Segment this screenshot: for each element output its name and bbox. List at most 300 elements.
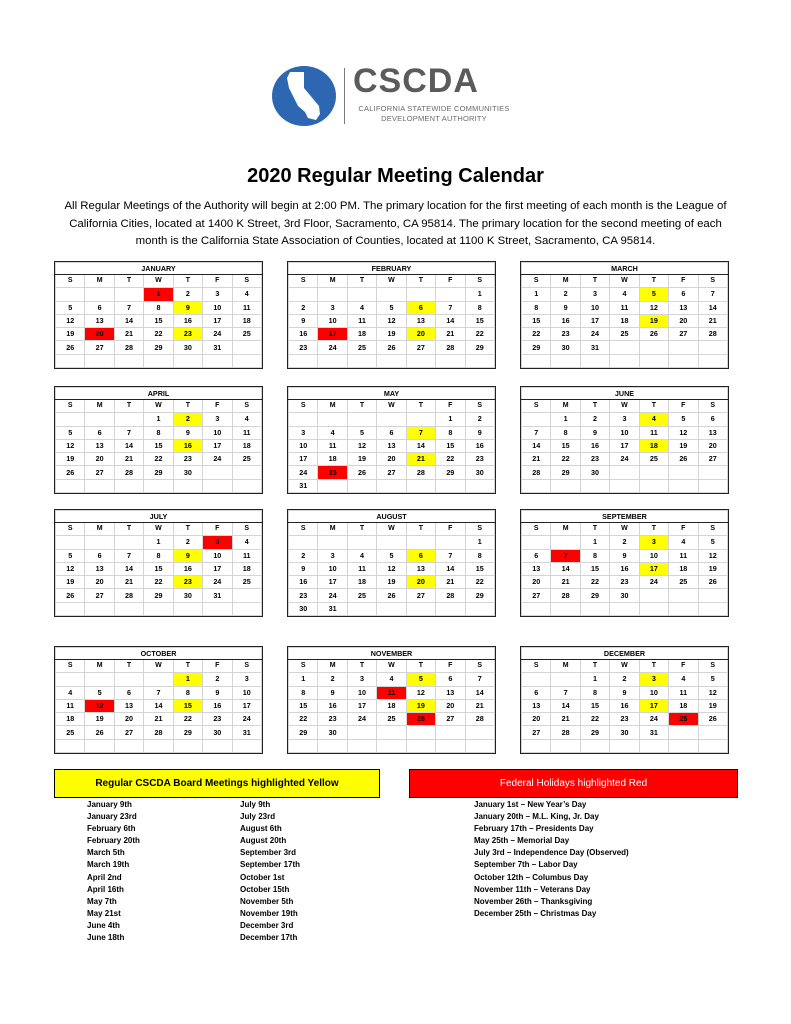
weekday-header: S — [232, 660, 261, 673]
weekday-header: S — [698, 400, 727, 413]
empty-day-cell — [289, 413, 318, 426]
empty-day-cell — [698, 739, 727, 752]
weekday-header: S — [522, 660, 551, 673]
meeting-day-cell: 23 — [173, 328, 202, 341]
meeting-date-item: December 3rd — [240, 920, 294, 930]
empty-day-cell — [406, 602, 435, 615]
day-cell: 6 — [85, 549, 114, 562]
empty-day-cell — [639, 354, 668, 367]
day-cell: 27 — [85, 589, 114, 602]
day-cell: 13 — [406, 314, 435, 327]
empty-day-cell — [639, 466, 668, 479]
day-cell: 22 — [522, 328, 551, 341]
legend-yellow: Regular CSCDA Board Meetings highlighted Yellow — [54, 769, 380, 798]
day-cell: 13 — [522, 562, 551, 575]
weekday-header: M — [85, 275, 114, 288]
weekday-header: T — [580, 523, 609, 536]
weekday-header: F — [669, 400, 698, 413]
empty-day-cell — [610, 479, 639, 492]
day-cell: 29 — [580, 726, 609, 739]
empty-day-cell — [232, 739, 261, 752]
weekday-header: T — [114, 400, 143, 413]
empty-day-cell — [232, 466, 261, 479]
day-cell: 7 — [436, 549, 465, 562]
empty-day-cell — [347, 288, 376, 301]
day-cell: 6 — [436, 673, 465, 686]
day-cell: 27 — [406, 341, 435, 354]
empty-day-cell — [522, 354, 551, 367]
day-cell: 22 — [465, 576, 494, 589]
day-cell: 16 — [610, 562, 639, 575]
meeting-day-cell: 23 — [173, 576, 202, 589]
empty-day-cell — [436, 739, 465, 752]
day-cell: 21 — [522, 453, 551, 466]
day-cell: 18 — [232, 562, 261, 575]
empty-day-cell — [232, 602, 261, 615]
empty-day-cell — [114, 602, 143, 615]
day-cell: 18 — [669, 562, 698, 575]
day-cell: 24 — [318, 341, 347, 354]
day-cell: 17 — [580, 314, 609, 327]
day-cell: 30 — [173, 589, 202, 602]
day-cell: 30 — [289, 602, 318, 615]
day-cell: 3 — [610, 413, 639, 426]
empty-day-cell — [347, 479, 376, 492]
day-cell: 21 — [144, 713, 173, 726]
empty-day-cell — [56, 739, 85, 752]
day-cell: 29 — [551, 466, 580, 479]
weekday-header: F — [436, 275, 465, 288]
empty-day-cell — [56, 354, 85, 367]
day-cell: 19 — [56, 453, 85, 466]
day-cell: 4 — [347, 549, 376, 562]
day-cell: 31 — [639, 726, 668, 739]
empty-day-cell — [406, 536, 435, 549]
weekday-header: T — [173, 400, 202, 413]
empty-day-cell — [318, 479, 347, 492]
empty-day-cell — [85, 602, 114, 615]
day-cell: 27 — [114, 726, 143, 739]
empty-day-cell — [610, 602, 639, 615]
empty-day-cell — [56, 288, 85, 301]
meeting-day-cell: 17 — [639, 562, 668, 575]
day-cell: 24 — [203, 328, 232, 341]
empty-day-cell — [465, 739, 494, 752]
weekday-header: S — [698, 523, 727, 536]
meeting-day-cell: 3 — [639, 536, 668, 549]
day-cell: 10 — [232, 686, 261, 699]
day-cell: 26 — [669, 453, 698, 466]
empty-day-cell — [639, 589, 668, 602]
weekday-header: T — [114, 523, 143, 536]
day-cell: 14 — [551, 699, 580, 712]
day-cell: 23 — [551, 328, 580, 341]
meeting-date-item: March 19th — [87, 860, 130, 870]
empty-day-cell — [114, 739, 143, 752]
day-cell: 21 — [465, 699, 494, 712]
meeting-day-cell: 2 — [173, 413, 202, 426]
day-cell: 11 — [669, 549, 698, 562]
meeting-date-item: October 15th — [240, 884, 290, 894]
weekday-header: M — [85, 523, 114, 536]
day-cell: 8 — [144, 549, 173, 562]
weekday-header: T — [114, 275, 143, 288]
meeting-date-item: August 6th — [240, 824, 282, 834]
weekday-header: S — [698, 275, 727, 288]
day-cell: 22 — [465, 328, 494, 341]
day-cell: 23 — [203, 713, 232, 726]
empty-day-cell — [406, 726, 435, 739]
day-cell: 27 — [522, 726, 551, 739]
day-cell: 8 — [289, 686, 318, 699]
empty-day-cell — [318, 739, 347, 752]
month-calendar-february — [287, 261, 496, 369]
day-cell: 2 — [465, 413, 494, 426]
day-cell: 17 — [347, 699, 376, 712]
meeting-day-cell: 7 — [406, 426, 435, 439]
empty-day-cell — [173, 354, 202, 367]
empty-day-cell — [522, 479, 551, 492]
day-cell: 10 — [318, 562, 347, 575]
meeting-date-item: March 5th — [87, 848, 125, 858]
day-cell: 23 — [465, 453, 494, 466]
day-cell: 11 — [669, 686, 698, 699]
meeting-date-item: January 23rd — [87, 812, 137, 822]
empty-day-cell — [698, 602, 727, 615]
empty-day-cell — [669, 589, 698, 602]
weekday-header: S — [232, 275, 261, 288]
weekday-header: T — [173, 275, 202, 288]
empty-day-cell — [522, 536, 551, 549]
day-cell: 14 — [551, 562, 580, 575]
day-cell: 3 — [203, 288, 232, 301]
day-cell: 16 — [289, 328, 318, 341]
day-cell: 4 — [232, 413, 261, 426]
day-cell: 26 — [377, 341, 406, 354]
day-cell: 18 — [377, 699, 406, 712]
day-cell: 28 — [114, 341, 143, 354]
meeting-day-cell: 4 — [639, 413, 668, 426]
day-cell: 14 — [436, 314, 465, 327]
day-cell: 8 — [144, 301, 173, 314]
day-cell: 19 — [85, 713, 114, 726]
empty-day-cell — [347, 354, 376, 367]
day-cell: 28 — [144, 726, 173, 739]
day-cell: 8 — [144, 426, 173, 439]
day-cell: 31 — [580, 341, 609, 354]
month-name: OCTOBER — [56, 648, 262, 660]
weekday-header: F — [203, 400, 232, 413]
day-cell: 22 — [173, 713, 202, 726]
day-cell: 29 — [436, 466, 465, 479]
day-cell: 15 — [144, 314, 173, 327]
empty-day-cell — [144, 673, 173, 686]
empty-day-cell — [669, 479, 698, 492]
holiday-day-cell: 3 — [203, 536, 232, 549]
day-cell: 21 — [436, 576, 465, 589]
empty-day-cell — [669, 466, 698, 479]
day-cell: 23 — [173, 453, 202, 466]
day-cell: 7 — [465, 673, 494, 686]
empty-day-cell — [56, 413, 85, 426]
empty-day-cell — [232, 589, 261, 602]
month-name: SEPTEMBER — [522, 511, 728, 523]
empty-day-cell — [377, 479, 406, 492]
day-cell: 14 — [698, 301, 727, 314]
empty-day-cell — [406, 413, 435, 426]
day-cell: 12 — [56, 314, 85, 327]
empty-day-cell — [144, 479, 173, 492]
day-cell: 17 — [610, 439, 639, 452]
weekday-header: T — [406, 275, 435, 288]
day-cell: 28 — [465, 713, 494, 726]
day-cell: 23 — [610, 713, 639, 726]
meeting-date-item: October 1st — [240, 872, 285, 882]
day-cell: 20 — [85, 453, 114, 466]
logo-divider — [344, 68, 345, 124]
weekday-header: T — [639, 523, 668, 536]
day-cell: 14 — [114, 439, 143, 452]
weekday-header: M — [551, 400, 580, 413]
logo-subtitle-line-2: DEVELOPMENT AUTHORITY — [381, 114, 487, 123]
month-calendar-january — [54, 261, 263, 369]
weekday-header: F — [669, 523, 698, 536]
day-cell: 24 — [639, 713, 668, 726]
day-cell: 1 — [580, 673, 609, 686]
weekday-header: T — [639, 275, 668, 288]
empty-day-cell — [56, 673, 85, 686]
weekday-header: M — [551, 660, 580, 673]
day-cell: 31 — [318, 602, 347, 615]
day-cell: 8 — [465, 301, 494, 314]
day-cell: 6 — [522, 549, 551, 562]
day-cell: 5 — [698, 536, 727, 549]
day-cell: 21 — [114, 576, 143, 589]
day-cell: 5 — [56, 549, 85, 562]
meeting-day-cell: 20 — [406, 328, 435, 341]
weekday-header: S — [289, 275, 318, 288]
empty-day-cell — [551, 602, 580, 615]
weekday-header: W — [610, 660, 639, 673]
day-cell: 15 — [144, 562, 173, 575]
day-cell: 13 — [85, 314, 114, 327]
weekday-header: S — [465, 523, 494, 536]
day-cell: 29 — [173, 726, 202, 739]
empty-day-cell — [289, 536, 318, 549]
day-cell: 25 — [232, 328, 261, 341]
holiday-item: October 12th – Columbus Day — [474, 872, 589, 882]
day-cell: 28 — [551, 726, 580, 739]
day-cell: 19 — [698, 562, 727, 575]
meeting-day-cell: 21 — [406, 453, 435, 466]
day-cell: 9 — [610, 686, 639, 699]
day-cell: 22 — [436, 453, 465, 466]
day-cell: 6 — [85, 301, 114, 314]
weekday-header: F — [436, 660, 465, 673]
empty-day-cell — [289, 288, 318, 301]
weekday-header: M — [551, 275, 580, 288]
day-cell: 16 — [173, 314, 202, 327]
day-cell: 3 — [318, 301, 347, 314]
day-cell: 10 — [203, 549, 232, 562]
weekday-header: T — [639, 660, 668, 673]
day-cell: 24 — [347, 713, 376, 726]
empty-day-cell — [173, 739, 202, 752]
day-cell: 6 — [114, 686, 143, 699]
day-cell: 21 — [114, 453, 143, 466]
empty-day-cell — [698, 354, 727, 367]
weekday-header: M — [318, 275, 347, 288]
empty-day-cell — [551, 673, 580, 686]
weekday-header: F — [203, 523, 232, 536]
weekday-header: W — [144, 400, 173, 413]
weekday-header: W — [610, 275, 639, 288]
day-cell: 27 — [406, 589, 435, 602]
day-cell: 4 — [669, 536, 698, 549]
meeting-day-cell: 15 — [173, 699, 202, 712]
day-cell: 16 — [551, 314, 580, 327]
day-cell: 13 — [436, 686, 465, 699]
day-cell: 11 — [610, 301, 639, 314]
day-cell: 29 — [144, 341, 173, 354]
day-cell: 29 — [580, 589, 609, 602]
empty-day-cell — [377, 726, 406, 739]
meeting-day-cell: 9 — [173, 301, 202, 314]
day-cell: 30 — [173, 466, 202, 479]
weekday-header: T — [173, 523, 202, 536]
day-cell: 29 — [465, 341, 494, 354]
day-cell: 1 — [436, 413, 465, 426]
weekday-header: M — [318, 400, 347, 413]
weekday-header: W — [377, 400, 406, 413]
day-cell: 12 — [698, 549, 727, 562]
empty-day-cell — [436, 354, 465, 367]
empty-day-cell — [203, 739, 232, 752]
empty-day-cell — [551, 739, 580, 752]
empty-day-cell — [85, 288, 114, 301]
day-cell: 10 — [580, 301, 609, 314]
day-cell: 28 — [406, 466, 435, 479]
day-cell: 18 — [610, 314, 639, 327]
day-cell: 13 — [85, 439, 114, 452]
day-cell: 3 — [580, 288, 609, 301]
holiday-day-cell: 17 — [318, 328, 347, 341]
day-cell: 24 — [610, 453, 639, 466]
day-cell: 5 — [347, 426, 376, 439]
weekday-header: S — [289, 400, 318, 413]
weekday-header: T — [406, 400, 435, 413]
holiday-day-cell: 7 — [551, 549, 580, 562]
weekday-header: M — [318, 523, 347, 536]
day-cell: 14 — [406, 439, 435, 452]
day-cell: 25 — [347, 589, 376, 602]
empty-day-cell — [377, 536, 406, 549]
meeting-date-item: January 9th — [87, 800, 132, 809]
day-cell: 13 — [406, 562, 435, 575]
meeting-day-cell: 16 — [173, 439, 202, 452]
empty-day-cell — [347, 739, 376, 752]
day-cell: 23 — [318, 713, 347, 726]
weekday-header: W — [377, 660, 406, 673]
day-cell: 5 — [56, 426, 85, 439]
empty-day-cell — [551, 536, 580, 549]
empty-day-cell — [698, 726, 727, 739]
day-cell: 12 — [698, 686, 727, 699]
california-map-icon — [272, 66, 336, 126]
day-cell: 9 — [318, 686, 347, 699]
day-cell: 4 — [377, 673, 406, 686]
month-name: MARCH — [522, 263, 728, 275]
empty-day-cell — [318, 413, 347, 426]
empty-day-cell — [85, 739, 114, 752]
empty-day-cell — [406, 354, 435, 367]
day-cell: 11 — [639, 426, 668, 439]
empty-day-cell — [377, 288, 406, 301]
day-cell: 29 — [144, 589, 173, 602]
weekday-header: T — [347, 400, 376, 413]
weekday-header: S — [56, 400, 85, 413]
day-cell: 21 — [551, 576, 580, 589]
day-cell: 5 — [85, 686, 114, 699]
day-cell: 31 — [289, 479, 318, 492]
day-cell: 12 — [347, 439, 376, 452]
day-cell: 2 — [203, 673, 232, 686]
weekday-header: T — [639, 400, 668, 413]
day-cell: 31 — [203, 341, 232, 354]
empty-day-cell — [465, 479, 494, 492]
day-cell: 9 — [580, 426, 609, 439]
day-cell: 20 — [377, 453, 406, 466]
weekday-header: F — [669, 275, 698, 288]
empty-day-cell — [669, 739, 698, 752]
empty-day-cell — [406, 479, 435, 492]
empty-day-cell — [639, 739, 668, 752]
day-cell: 8 — [580, 686, 609, 699]
empty-day-cell — [114, 536, 143, 549]
day-cell: 28 — [522, 466, 551, 479]
weekday-header: T — [114, 660, 143, 673]
day-cell: 14 — [114, 314, 143, 327]
empty-day-cell — [85, 673, 114, 686]
empty-day-cell — [347, 602, 376, 615]
empty-day-cell — [610, 739, 639, 752]
day-cell: 17 — [203, 562, 232, 575]
day-cell: 28 — [436, 589, 465, 602]
empty-day-cell — [522, 673, 551, 686]
day-cell: 15 — [465, 314, 494, 327]
empty-day-cell — [580, 739, 609, 752]
day-cell: 29 — [289, 726, 318, 739]
month-name: AUGUST — [289, 511, 495, 523]
meeting-date-item: December 17th — [240, 933, 298, 943]
day-cell: 24 — [289, 466, 318, 479]
meeting-date-item: June 18th — [87, 933, 125, 943]
empty-day-cell — [289, 354, 318, 367]
weekday-header: S — [56, 275, 85, 288]
day-cell: 29 — [144, 466, 173, 479]
day-cell: 9 — [289, 314, 318, 327]
meeting-date-item: June 4th — [87, 920, 120, 930]
empty-day-cell — [698, 589, 727, 602]
day-cell: 15 — [580, 562, 609, 575]
day-cell: 20 — [436, 699, 465, 712]
day-cell: 13 — [85, 562, 114, 575]
day-cell: 26 — [377, 589, 406, 602]
month-name: MAY — [289, 388, 495, 400]
day-cell: 18 — [56, 713, 85, 726]
empty-day-cell — [436, 288, 465, 301]
day-cell: 30 — [610, 726, 639, 739]
